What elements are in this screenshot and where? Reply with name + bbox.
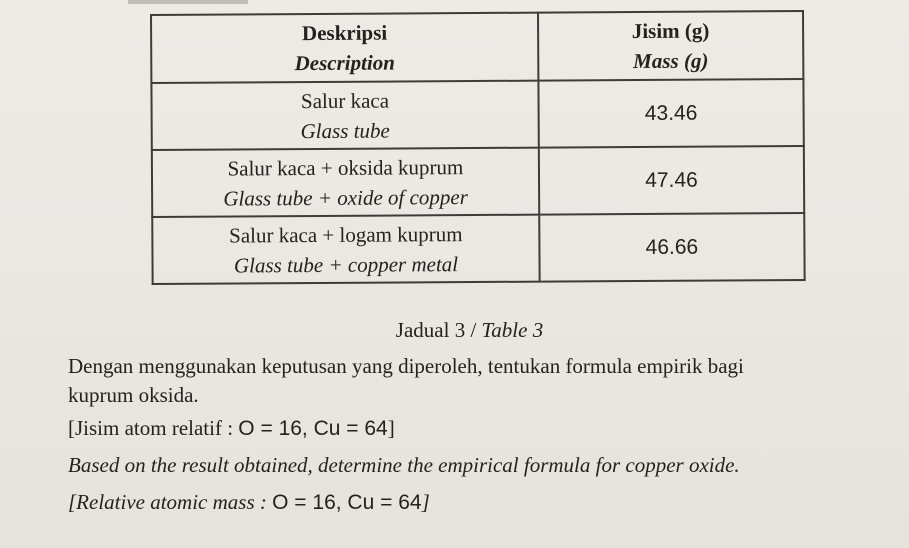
relative-mass-english — [68, 488, 898, 517]
header-description-english: Description — [294, 50, 396, 76]
table-row — [152, 213, 804, 284]
relative-mass-english-prefix: [Relative atomic mass : — [68, 490, 273, 514]
row-description-cell — [152, 215, 539, 284]
cropped-text-fragment — [128, 0, 248, 4]
table-header-row — [151, 11, 803, 83]
relative-mass-malay-suffix: ] — [387, 416, 395, 440]
row-description-malay: Salur kaca + oksida kuprum — [227, 154, 464, 181]
row-description-english: Glass tube — [300, 118, 390, 143]
row-description-english: Glass tube + copper metal — [233, 251, 459, 277]
question-malay — [68, 352, 898, 410]
relative-mass-english-suffix: ] — [421, 490, 430, 514]
relative-mass-malay-values: O = 16, Cu = 64 — [238, 417, 388, 440]
row-description-malay: Salur kaca + logam kuprum — [229, 221, 463, 248]
header-mass-english: Mass (g) — [633, 48, 709, 74]
row-mass-cell — [538, 79, 803, 148]
relative-mass-malay — [68, 414, 898, 443]
row-mass-cell — [539, 146, 804, 215]
question-malay-line1: Dengan menggunakan keputusan yang diperoleh, tentukan formula empirik bagi — [68, 354, 744, 378]
caption-malay: Jadual 3 / — [395, 318, 477, 342]
header-mass-malay: Jisim (g) — [631, 18, 710, 44]
table-caption — [0, 318, 909, 343]
mass-data-table — [150, 10, 806, 285]
row-description-english: Glass tube + oxide of copper — [223, 184, 468, 211]
header-description-malay: Deskripsi — [301, 20, 388, 46]
row-description-cell — [152, 148, 539, 217]
header-description — [151, 13, 538, 83]
row-mass-value: 43.46 — [644, 101, 698, 125]
question-malay-line2: kuprum oksida. — [68, 383, 199, 407]
table-row — [152, 146, 804, 217]
relative-mass-malay-prefix: [Jisim atom relatif : — [68, 416, 239, 440]
row-description-cell — [151, 81, 538, 150]
caption-english: Table 3 — [481, 318, 544, 342]
question-english: Based on the result obtained, determine the empirical formula for copper oxide. — [68, 453, 740, 477]
row-mass-cell — [539, 213, 804, 282]
row-description-malay: Salur kaca — [300, 88, 390, 113]
row-mass-value: 46.66 — [645, 235, 699, 259]
table-row — [151, 79, 803, 150]
question-text — [68, 352, 898, 525]
row-mass-value: 47.46 — [645, 168, 698, 192]
relative-mass-english-values: O = 16, Cu = 64 — [272, 491, 422, 514]
header-mass — [538, 11, 803, 81]
